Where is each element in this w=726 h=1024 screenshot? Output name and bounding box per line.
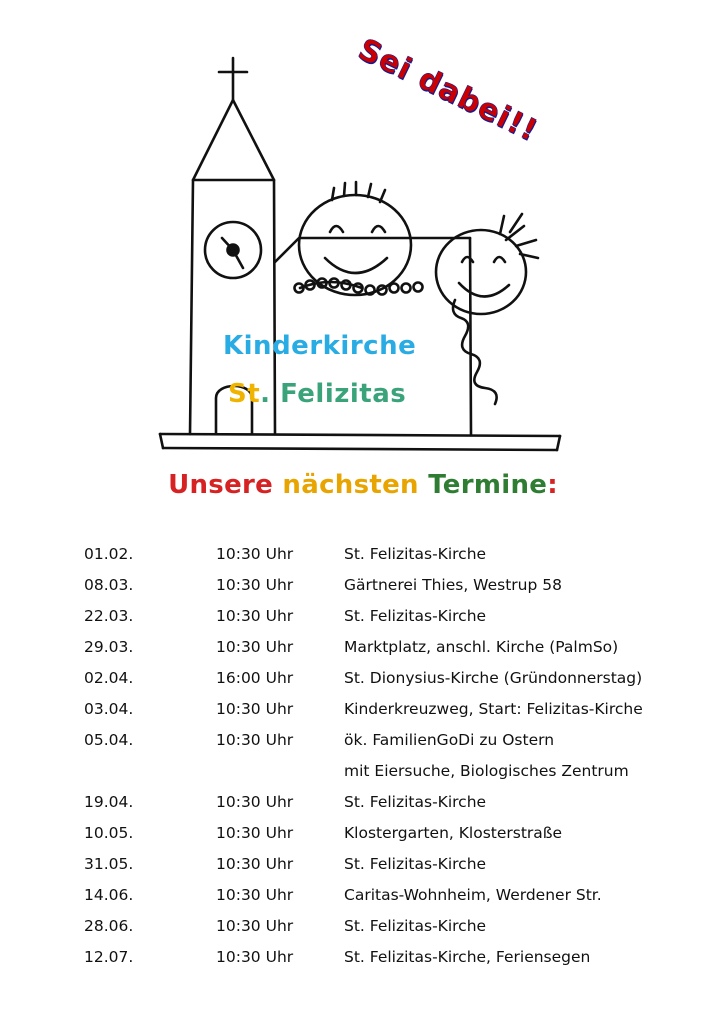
- table-row: [84, 855, 704, 886]
- subtitle-part-unsere: Unsere: [168, 470, 283, 500]
- schedule-place: St. Felizitas-Kirche: [344, 855, 487, 873]
- schedule-date: 03.04.: [84, 700, 134, 718]
- schedule-date: 12.07.: [84, 948, 134, 966]
- schedule-date: 01.02.: [84, 545, 134, 563]
- schedule-place: St. Felizitas-Kirche: [344, 607, 487, 625]
- schedule-time: 10:30 Uhr: [216, 731, 294, 749]
- schedule-time: 10:30 Uhr: [216, 793, 294, 811]
- table-row: [84, 731, 704, 762]
- schedule-place: St. Felizitas-Kirche: [344, 545, 487, 563]
- table-row: [84, 576, 704, 607]
- schedule-date: 22.03.: [84, 607, 134, 625]
- schedule-date: 19.04.: [84, 793, 134, 811]
- schedule-date: [84, 762, 216, 793]
- schedule-time: 10:30 Uhr: [216, 917, 294, 935]
- table-row: [84, 700, 704, 731]
- title-kinderkirche: Kinderkirche: [223, 331, 417, 361]
- schedule-place: St. Felizitas-Kirche: [344, 917, 487, 935]
- schedule-time: 16:00 Uhr: [216, 669, 294, 687]
- table-row: [84, 948, 704, 979]
- schedule-place: ök. FamilienGoDi zu Ostern: [344, 731, 555, 749]
- schedule-date: 08.03.: [84, 576, 134, 594]
- schedule-date: 10.05.: [84, 824, 134, 842]
- title-felizitas-part: . Felizitas: [260, 379, 407, 409]
- schedule-place: Kinderkreuzweg, Start: Felizitas-Kirche: [344, 700, 643, 718]
- schedule-time: [216, 762, 344, 793]
- schedule-time: 10:30 Uhr: [216, 886, 294, 904]
- schedule-time: 10:30 Uhr: [216, 855, 294, 873]
- schedule-time: 10:30 Uhr: [216, 824, 294, 842]
- schedule-time: 10:30 Uhr: [216, 607, 294, 625]
- subtitle-part-termine: Termine: [428, 470, 548, 500]
- schedule-place: St. Dionysius-Kirche (Gründonnerstag): [344, 669, 643, 687]
- schedule-date: 31.05.: [84, 855, 134, 873]
- subtitle-next-dates: [0, 470, 726, 500]
- schedule-time: 10:30 Uhr: [216, 700, 294, 718]
- table-row: [84, 545, 704, 576]
- table-row: [84, 886, 704, 917]
- schedule-place: St. Felizitas-Kirche: [344, 793, 487, 811]
- schedule-date: 14.06.: [84, 886, 134, 904]
- schedule-place: St. Felizitas-Kirche, Feriensegen: [344, 948, 591, 966]
- schedule-body: [84, 545, 704, 979]
- schedule-place: Marktplatz, anschl. Kirche (PalmSo): [344, 638, 619, 656]
- title-st-felizitas: [228, 379, 406, 409]
- table-row: [84, 762, 704, 793]
- slogan-text: Sei dabei!!: [352, 32, 544, 149]
- table-row: [84, 638, 704, 669]
- title-st-part: St: [228, 379, 261, 409]
- schedule-date: 29.03.: [84, 638, 134, 656]
- schedule-date: 28.06.: [84, 917, 134, 935]
- schedule-place: Caritas-Wohnheim, Werdener Str.: [344, 886, 602, 904]
- table-row: [84, 824, 704, 855]
- table-row: [84, 917, 704, 948]
- table-row: [84, 607, 704, 638]
- subtitle-part-colon: :: [547, 470, 558, 500]
- schedule-place: mit Eiersuche, Biologisches Zentrum: [344, 762, 629, 780]
- schedule-time: 10:30 Uhr: [216, 576, 294, 594]
- table-row: [84, 669, 704, 700]
- schedule-place: Klostergarten, Klosterstraße: [344, 824, 563, 842]
- table-row: [84, 793, 704, 824]
- schedule-time: 10:30 Uhr: [216, 545, 294, 563]
- schedule-place: Gärtnerei Thies, Westrup 58: [344, 576, 562, 594]
- subtitle-part-naechsten: nächsten: [282, 470, 429, 500]
- schedule-time: 10:30 Uhr: [216, 638, 294, 656]
- schedule-table: [84, 545, 704, 979]
- schedule-time: 10:30 Uhr: [216, 948, 294, 966]
- schedule-date: 02.04.: [84, 669, 134, 687]
- schedule-date: 05.04.: [84, 731, 134, 749]
